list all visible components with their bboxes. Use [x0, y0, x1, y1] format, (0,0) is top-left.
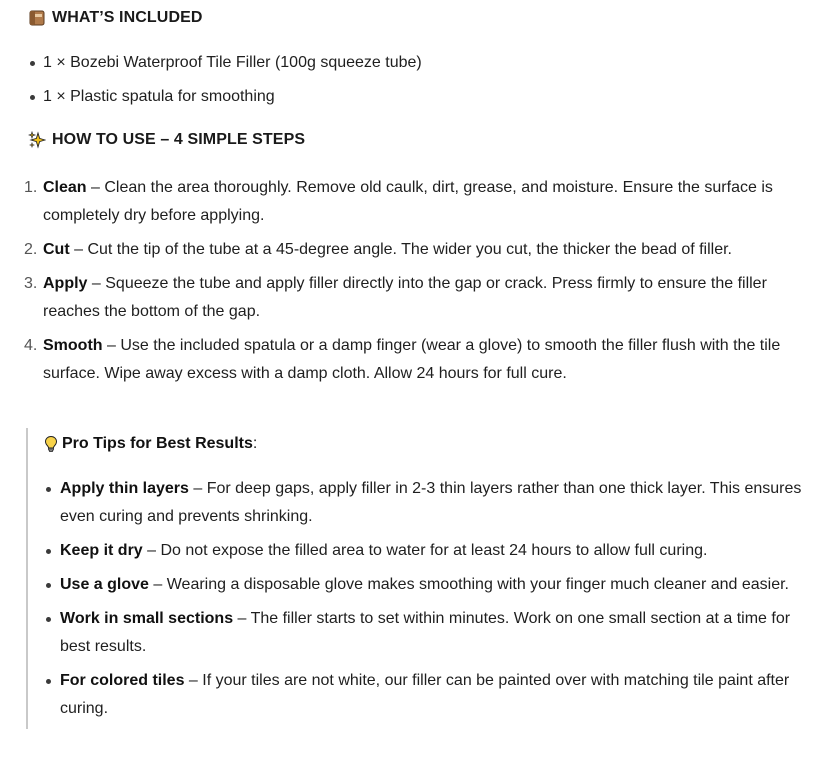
included-title: WHAT’S INCLUDED: [52, 9, 203, 26]
step-text: – Cut the tip of the tube at a 45-degree angle. The wider you cut, the thicker the bead of filler.: [69, 241, 732, 258]
list-item: 1 × Plastic spatula for smoothing: [28, 86, 788, 120]
step-text: – Use the included spatula or a damp finger (wear a glove) to smooth the filler flush with the tile surface. Wipe away excess with a damp cloth. Allow 24 hours for full cure.: [43, 337, 781, 382]
tip-label: For colored tiles: [60, 672, 185, 689]
step-item: [24, 332, 784, 388]
step-item: [24, 236, 784, 264]
how-to-title: HOW TO USE – 4 SIMPLE STEPS: [52, 131, 306, 148]
step-text: – Clean the area thoroughly. Remove old caulk, dirt, grease, and moisture. Ensure the surface is completely dry before applying.: [43, 179, 773, 224]
tip-label: Keep it dry: [60, 542, 143, 559]
step-number: 4.: [24, 337, 38, 354]
list-item: [44, 571, 814, 599]
included-list: [28, 52, 788, 120]
included-heading: [28, 9, 203, 27]
step-number: 1.: [24, 179, 38, 196]
tip-label: Use a glove: [60, 576, 149, 593]
step-item: [24, 270, 784, 326]
list-item: [44, 605, 814, 661]
pro-tips-title: Pro Tips for Best Results: [62, 435, 253, 452]
step-label: Smooth: [43, 337, 103, 354]
list-item: [44, 475, 814, 531]
step-number: 3.: [24, 275, 38, 292]
list-item: [44, 667, 814, 723]
step-label: Cut: [43, 241, 70, 258]
tip-text: – For deep gaps, apply filler in 2-3 thin layers rather than one thick layer. This ensures even curing and prevents shrinking.: [60, 480, 802, 525]
tip-text: – Do not expose the filled area to water for at least 24 hours to allow full curing.: [142, 542, 708, 559]
lightbulb-icon: [44, 435, 58, 453]
pro-tips-heading: [44, 429, 814, 459]
step-text: – Squeeze the tube and apply filler directly into the gap or crack. Press firmly to ensure the filler reaches the bottom of the gap.: [43, 275, 767, 320]
list-item: [44, 537, 814, 565]
steps-list: [24, 174, 784, 394]
list-item: 1 × Bozebi Waterproof Tile Filler (100g squeeze tube): [28, 52, 788, 86]
step-item: [24, 174, 784, 230]
sparkles-icon: [28, 131, 46, 149]
step-label: Apply: [43, 275, 88, 292]
pro-tips-list: [44, 475, 814, 723]
pro-tips-colon: :: [252, 435, 258, 452]
tip-text: – If your tiles are not white, our filler can be painted over with matching tile paint after curing.: [60, 672, 790, 717]
step-label: Clean: [43, 179, 87, 196]
tip-label: Work in small sections: [60, 610, 234, 627]
step-number: 2.: [24, 241, 38, 258]
how-to-heading: [28, 131, 305, 149]
pro-tips-blockquote: [26, 428, 814, 729]
package-icon: [28, 9, 46, 27]
tip-text: – The filler starts to set within minutes. Work on one small section at a time for best results.: [60, 610, 791, 655]
tip-text: – Wearing a disposable glove makes smoothing with your finger much cleaner and easier.: [148, 576, 789, 593]
tip-label: Apply thin layers: [60, 480, 189, 497]
